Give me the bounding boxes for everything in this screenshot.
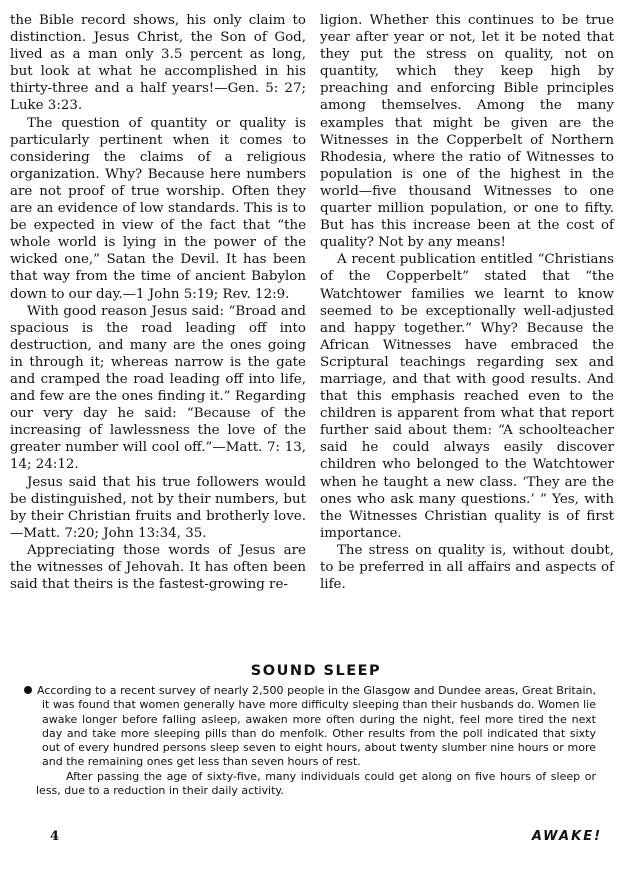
article-paragraph: The stress on quality is, without doubt, to be preferred in all affairs and aspects of life.	[320, 542, 614, 593]
article-paragraph: Jesus said that his true followers would be distinguished, not by their numbers, but by their Christian fruits and brotherly love.—Matt. 7:20; John 13:34, 35.	[10, 474, 306, 541]
sound-sleep-sidebar	[36, 663, 596, 798]
sidebar-paragraph-text: According to a recent survey of nearly 2,500 people in the Glasgow and Dundee areas, Great Britain, it was found that women generally have more difficulty sleeping than their husbands do. Women lie awake longer before falling asleep, awaken more often during the night, feel more tired the next day and take more sleeping pills than do menfolk. Other results from the poll indicated that sixty out of every hundred persons sleep seven to eight hours, about twenty slumber nine hours or more and the remaining ones get less than seven hours of rest.	[37, 684, 596, 769]
sidebar-title: SOUND SLEEP	[250, 663, 382, 679]
sidebar-paragraph	[36, 684, 596, 770]
article-paragraph: A recent publication entitled “Christians of the Copperbelt” stated that “the Watchtower families we learnt to know seemed to be exceptionally well-adjusted and happy together.” Why? Because the African Witnesses have embraced the Scriptural teachings regarding sex and marriage, and that with good results. And that this emphasis reached even to the children is apparent from what that report further said about them: “A schoolteacher said he could always easily discover children who belonged to the Watchtower when he taught a new class. ‘They are the ones who ask many questions.’ ” Yes, with the Witnesses Christian quality is of first importance.	[320, 252, 614, 541]
article-paragraph: Appreciating those words of Jesus are the witnesses of Jehovah. It has often been said that theirs is the fastest-growing re-	[10, 542, 306, 593]
article-column-left	[10, 12, 306, 593]
article-paragraph: the Bible record shows, his only claim to distinction. Jesus Christ, the Son of God, lived as a man only 3.5 percent as long, but look at what he accomplished in his thirty-three and a half years!—Gen. 5: 27; Luke 3:23.	[10, 13, 306, 114]
bullet-icon	[24, 686, 32, 694]
article-paragraph: With good reason Jesus said: “Broad and spacious is the road leading off into destruction, and many are the ones going in through it; whereas narrow is the gate and cramped the road leading off into life, and few are the ones finding it.” Regarding our very day he said: “Because of the increasing of lawlessness the love of the greater number will cool off.”—Matt. 7: 13, 14; 24:12.	[10, 303, 306, 473]
sidebar-body	[36, 684, 596, 798]
article-paragraph: ligion. Whether this continues to be true year after year or not, let it be noted that they put the stress on quality, not on quantity, which they keep high by preaching and enforcing Bible principles among themselves. Among the many examples that might be given are the Witnesses in the Copperbelt of Northern Rhodesia, where the ratio of Witnesses to population is one of the highest in the world—five thousand Witnesses to one quarter million population, or one to fifty. But has this increase been at the cost of quality? Not by any means!	[320, 13, 614, 251]
article-column-right	[320, 12, 614, 593]
page-number: 4	[50, 829, 60, 844]
magazine-title: AWAKE!	[531, 829, 602, 844]
article-paragraph: The question of quantity or quality is particularly pertinent when it comes to considering the claims of a religious organization. Why? Because here numbers are not proof of true worship. Often they are an evidence of low standards. This is to be expected in view of the fact that “the whole world is lying in the power of the wicked one,” Satan the Devil. It has been that way from the time of ancient Babylon down to our day.—1 John 5:19; Rev. 12:9.	[10, 115, 306, 302]
sidebar-paragraph: After passing the age of sixty-five, many individuals could get along on five hours of sleep or less, due to a reduction in their daily activity.	[36, 769, 596, 798]
